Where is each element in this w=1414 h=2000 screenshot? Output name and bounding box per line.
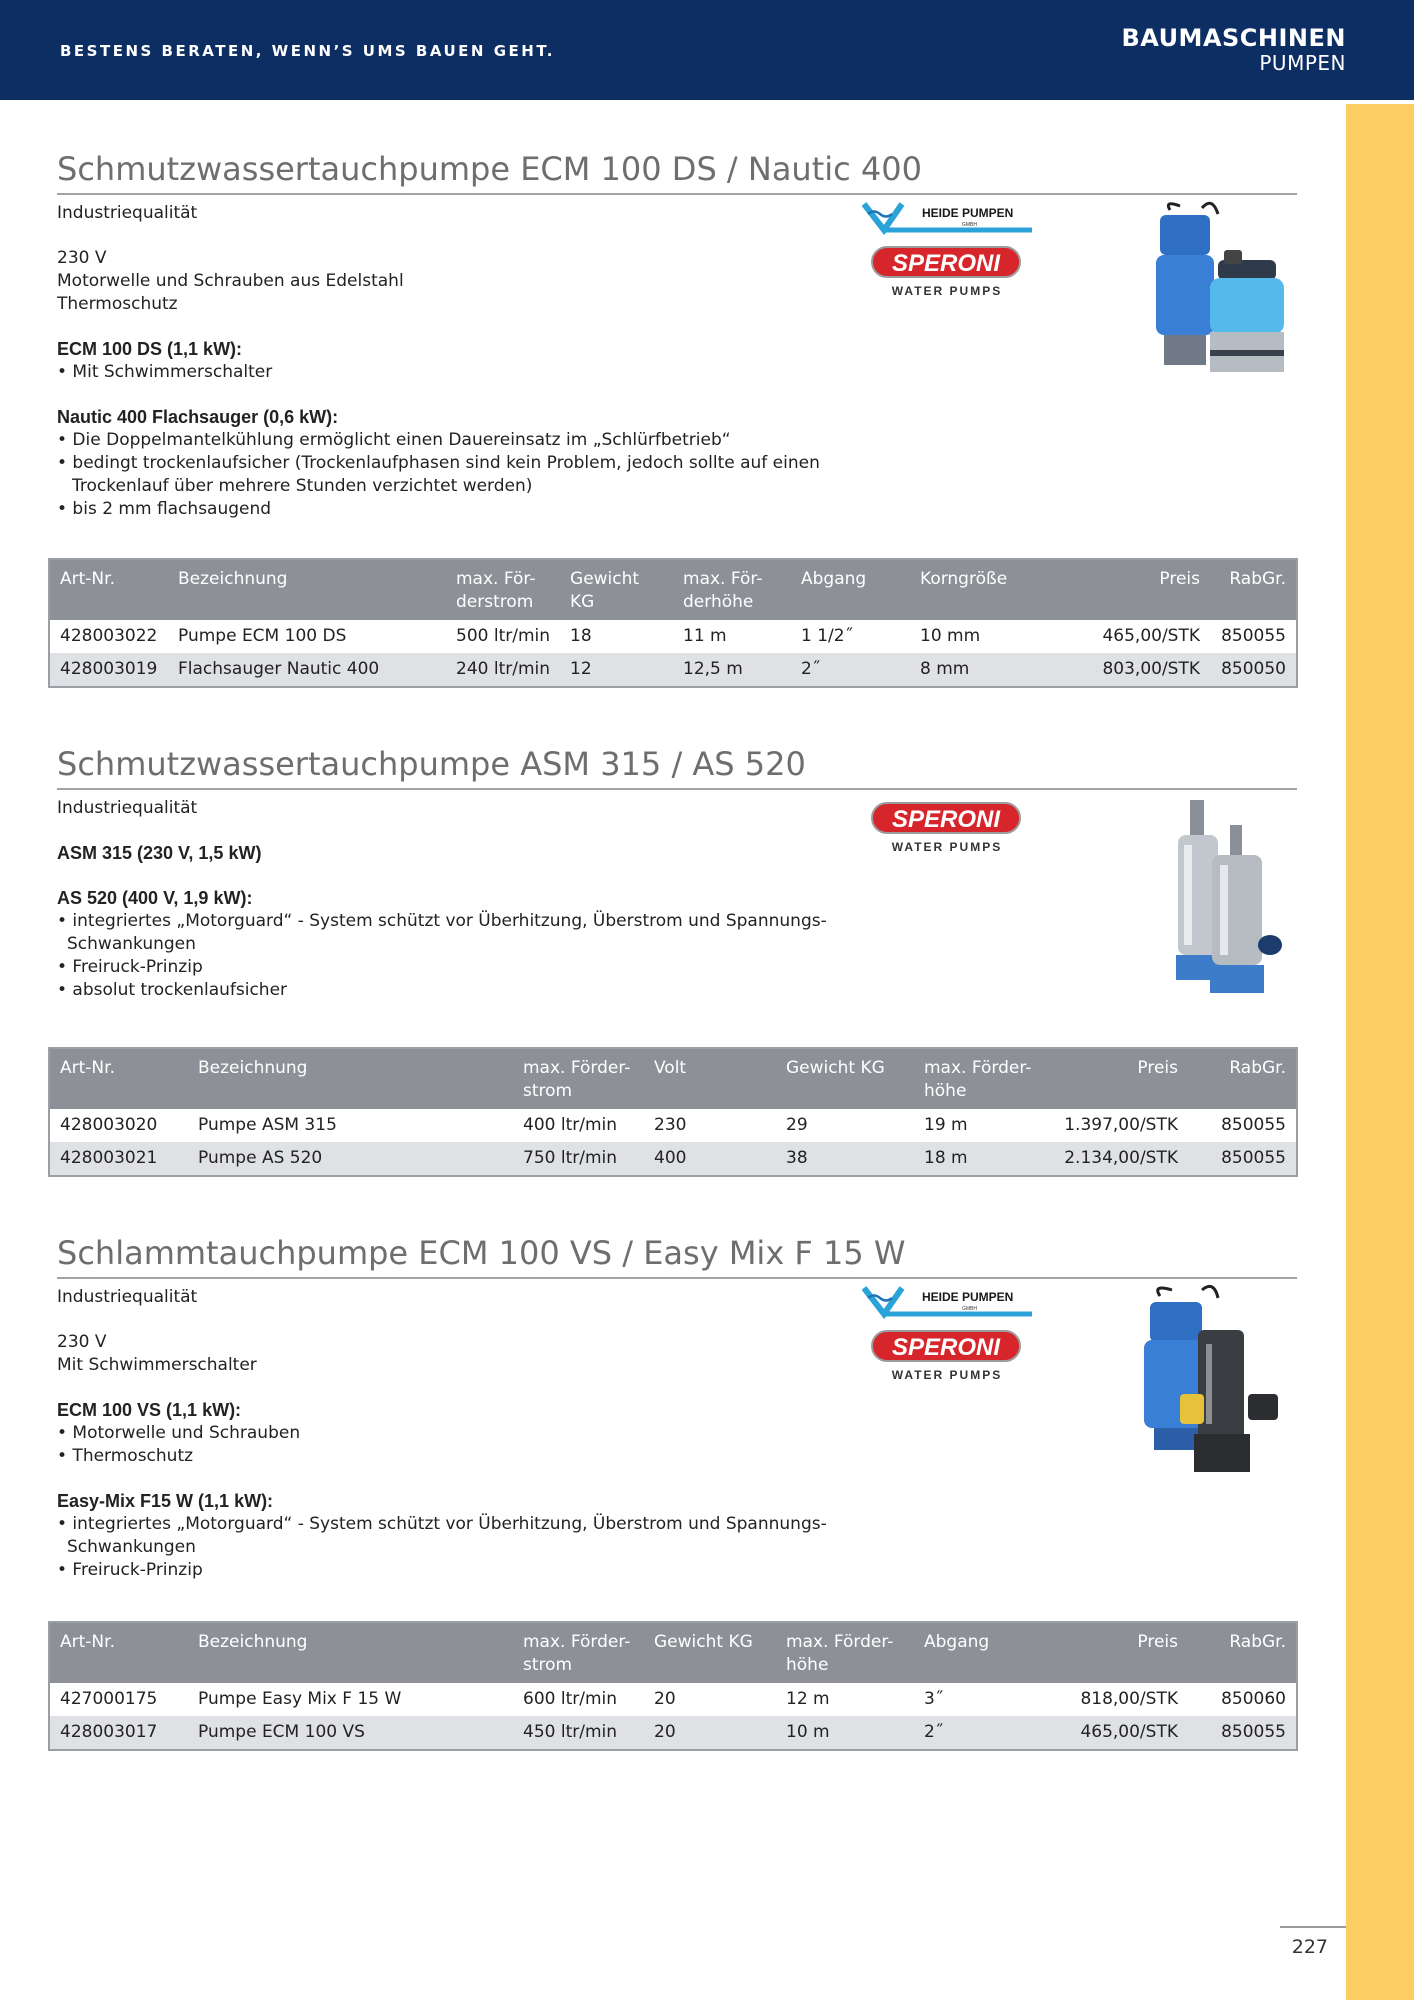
col-header: Preis xyxy=(1044,1048,1188,1109)
cell: 850055 xyxy=(1188,1142,1297,1176)
col-header: Art-Nr. xyxy=(49,1622,188,1683)
col-header: Preis xyxy=(1044,1622,1188,1683)
cell: Pumpe ECM 100 VS xyxy=(188,1716,513,1750)
heide-logo-subtext: GMBH xyxy=(962,222,977,228)
cell: 10 mm xyxy=(910,620,1030,653)
cell: 428003019 xyxy=(49,653,168,687)
cell: 600 ltr/min xyxy=(513,1683,644,1716)
feature-line: Mit Schwimmerschalter xyxy=(57,1355,257,1375)
cell: 428003020 xyxy=(49,1109,188,1142)
title-divider xyxy=(57,788,1297,790)
cell: 850055 xyxy=(1210,620,1297,653)
bullet-item: • Freiruck-Prinzip xyxy=(57,957,203,977)
bullet-item: • Die Doppelmantelkühlung ermöglicht einen Dauereinsatz im „Schlürfbetrieb“ xyxy=(57,430,731,450)
subcategory-title: PUMPEN xyxy=(1259,51,1346,75)
spec-table xyxy=(48,1047,1298,1177)
cell: 850050 xyxy=(1210,653,1297,687)
table-header-row xyxy=(49,1622,1297,1683)
bullet-item: • Thermoschutz xyxy=(57,1446,194,1466)
page-number: 227 xyxy=(1291,1936,1328,1958)
table-header-row xyxy=(49,559,1297,620)
cell: Pumpe AS 520 xyxy=(188,1142,513,1176)
quality-line: Industriequalität xyxy=(57,798,198,818)
cell: 1 1/2˝ xyxy=(791,620,910,653)
speroni-logo xyxy=(867,1328,1027,1388)
col-header: Abgang xyxy=(791,559,910,620)
speroni-logo-subtext: WATER PUMPS xyxy=(891,284,1003,298)
model-heading: ASM 315 (230 V, 1,5 kW) xyxy=(57,843,262,863)
cell: 2˝ xyxy=(791,653,910,687)
speroni-logo-text: SPERONI xyxy=(871,246,1021,278)
heide-logo-text: HEIDE PUMPEN xyxy=(922,1290,1014,1304)
cell: 20 xyxy=(644,1716,776,1750)
col-header: RabGr. xyxy=(1210,559,1297,620)
bullet-item: • bis 2 mm flachsaugend xyxy=(57,499,272,519)
cell: 400 xyxy=(644,1142,776,1176)
bullet-continuation: Schwankungen xyxy=(67,934,196,954)
cell: 11 m xyxy=(673,620,791,653)
heide-pumpen-logo xyxy=(862,1284,1032,1324)
heide-logo-subtext: GMBH xyxy=(962,1306,977,1312)
cell: 400 ltr/min xyxy=(513,1109,644,1142)
cell: Pumpe ECM 100 DS xyxy=(168,620,446,653)
page-number-rule xyxy=(1280,1926,1346,1928)
speroni-logo-text: SPERONI xyxy=(871,802,1021,834)
feature-line: Thermoschutz xyxy=(57,294,178,314)
product-description xyxy=(57,797,827,1002)
side-color-bar xyxy=(1346,104,1414,2000)
bullet-item: • Freiruck-Prinzip xyxy=(57,1560,203,1580)
cell: Pumpe ASM 315 xyxy=(188,1109,513,1142)
cell: 428003017 xyxy=(49,1716,188,1750)
cell: 2.134,00/STK xyxy=(1044,1142,1188,1176)
cell: Pumpe Easy Mix F 15 W xyxy=(188,1683,513,1716)
quality-line: Industriequalität xyxy=(57,1287,198,1307)
section-title: Schmutzwassertauchpumpe ASM 315 / AS 520 xyxy=(57,745,806,783)
col-header: Gewicht KG xyxy=(776,1048,914,1109)
cell: 750 ltr/min xyxy=(513,1142,644,1176)
col-header: Volt xyxy=(644,1048,776,1109)
cell: 12 xyxy=(560,653,673,687)
cell: 38 xyxy=(776,1142,914,1176)
col-header: max. Förder- höhe xyxy=(776,1622,914,1683)
col-header: Gewicht KG xyxy=(560,559,673,620)
category-title: BAUMASCHINEN xyxy=(1121,24,1346,52)
col-header: Gewicht KG xyxy=(644,1622,776,1683)
bullet-item: • absolut trockenlaufsicher xyxy=(57,980,288,1000)
speroni-logo xyxy=(867,800,1027,860)
col-header: max. För- derstrom xyxy=(446,559,560,620)
product-description xyxy=(57,202,820,521)
cell: 428003022 xyxy=(49,620,168,653)
page-header xyxy=(0,0,1414,100)
voltage-line: 230 V xyxy=(57,248,107,268)
cell: 465,00/STK xyxy=(1044,1716,1188,1750)
table-header-row xyxy=(49,1048,1297,1109)
section-title: Schmutzwassertauchpumpe ECM 100 DS / Nautic 400 xyxy=(57,150,922,188)
bullet-continuation: Schwankungen xyxy=(67,1537,196,1557)
model-heading: Easy-Mix F15 W (1,1 kW): xyxy=(57,1491,274,1511)
cell: 18 m xyxy=(914,1142,1044,1176)
model-heading: ECM 100 VS (1,1 kW): xyxy=(57,1400,242,1420)
speroni-logo xyxy=(867,244,1027,304)
cell: 818,00/STK xyxy=(1044,1683,1188,1716)
cell: 3˝ xyxy=(914,1683,1044,1716)
cell: 12 m xyxy=(776,1683,914,1716)
product-description xyxy=(57,1286,827,1582)
voltage-line: 230 V xyxy=(57,1332,107,1352)
col-header: Bezeichnung xyxy=(188,1048,513,1109)
cell: 803,00/STK xyxy=(1030,653,1210,687)
table-row xyxy=(49,1716,1297,1750)
bullet-item: • integriertes „Motorguard“ - System schützt vor Überhitzung, Überstrom und Spannungs- xyxy=(57,911,827,931)
cell: 18 xyxy=(560,620,673,653)
product-section-ecm100ds xyxy=(0,150,1346,695)
speroni-logo-text: SPERONI xyxy=(871,1330,1021,1362)
table-row xyxy=(49,653,1297,687)
bullet-item: • bedingt trockenlaufsicher (Trockenlaufphasen sind kein Problem, jedoch sollte auf einen xyxy=(57,453,820,473)
bullet-item: • integriertes „Motorguard“ - System schützt vor Überhitzung, Überstrom und Spannungs- xyxy=(57,1514,827,1534)
model-heading: Nautic 400 Flachsauger (0,6 kW): xyxy=(57,407,339,427)
table-row xyxy=(49,1683,1297,1716)
cell: 20 xyxy=(644,1683,776,1716)
col-header: Bezeichnung xyxy=(188,1622,513,1683)
col-header: Preis xyxy=(1030,559,1210,620)
table-row xyxy=(49,1109,1297,1142)
col-header: Bezeichnung xyxy=(168,559,446,620)
cell: 427000175 xyxy=(49,1683,188,1716)
speroni-logo-subtext: WATER PUMPS xyxy=(891,840,1003,854)
title-divider xyxy=(57,193,1297,195)
col-header: Korngröße xyxy=(910,559,1030,620)
cell: 450 ltr/min xyxy=(513,1716,644,1750)
cell: 10 m xyxy=(776,1716,914,1750)
section-title: Schlammtauchpumpe ECM 100 VS / Easy Mix F 15 W xyxy=(57,1234,906,1272)
table-row xyxy=(49,1142,1297,1176)
col-header: max. Förder- strom xyxy=(513,1622,644,1683)
col-header: max. För- derhöhe xyxy=(673,559,791,620)
col-header: max. Förder- höhe xyxy=(914,1048,1044,1109)
cell: 12,5 m xyxy=(673,653,791,687)
cell: Flachsauger Nautic 400 xyxy=(168,653,446,687)
cell: 8 mm xyxy=(910,653,1030,687)
cell: 1.397,00/STK xyxy=(1044,1109,1188,1142)
cell: 465,00/STK xyxy=(1030,620,1210,653)
heide-logo-text: HEIDE PUMPEN xyxy=(922,206,1014,220)
spec-table xyxy=(48,558,1298,688)
cell: 2˝ xyxy=(914,1716,1044,1750)
table-row xyxy=(49,620,1297,653)
spec-table xyxy=(48,1621,1298,1751)
bullet-continuation: Trockenlauf über mehrere Stunden verzichtet werden) xyxy=(72,476,533,496)
bullet-item: • Mit Schwimmerschalter xyxy=(57,362,273,382)
cell: 19 m xyxy=(914,1109,1044,1142)
pump-asm315-image xyxy=(1150,795,1290,1000)
cell: 850060 xyxy=(1188,1683,1297,1716)
quality-line: Industriequalität xyxy=(57,203,198,223)
model-heading: ECM 100 DS (1,1 kW): xyxy=(57,339,243,359)
col-header: Art-Nr. xyxy=(49,1048,188,1109)
col-header: RabGr. xyxy=(1188,1048,1297,1109)
bullet-item: • Motorwelle und Schrauben xyxy=(57,1423,301,1443)
pump-ecm100ds-image xyxy=(1140,200,1290,390)
cell: 240 ltr/min xyxy=(446,653,560,687)
cell: 230 xyxy=(644,1109,776,1142)
col-header: RabGr. xyxy=(1188,1622,1297,1683)
heide-pumpen-logo xyxy=(862,200,1032,240)
title-divider xyxy=(57,1277,1297,1279)
cell: 29 xyxy=(776,1109,914,1142)
product-section-asm315 xyxy=(0,745,1346,1185)
speroni-logo-subtext: WATER PUMPS xyxy=(891,1368,1003,1382)
col-header: Art-Nr. xyxy=(49,559,168,620)
product-section-ecm100vs xyxy=(0,1234,1346,1754)
cell: 500 ltr/min xyxy=(446,620,560,653)
cell: 850055 xyxy=(1188,1716,1297,1750)
cell: 428003021 xyxy=(49,1142,188,1176)
pump-ecm100vs-image xyxy=(1130,1284,1290,1484)
col-header: max. Förder- strom xyxy=(513,1048,644,1109)
col-header: Abgang xyxy=(914,1622,1044,1683)
model-heading: AS 520 (400 V, 1,9 kW): xyxy=(57,888,253,908)
feature-line: Motorwelle und Schrauben aus Edelstahl xyxy=(57,271,404,291)
header-slogan: BESTENS BERATEN, WENN’S UMS BAUEN GEHT. xyxy=(60,42,555,60)
header-category xyxy=(1121,26,1346,76)
cell: 850055 xyxy=(1188,1109,1297,1142)
